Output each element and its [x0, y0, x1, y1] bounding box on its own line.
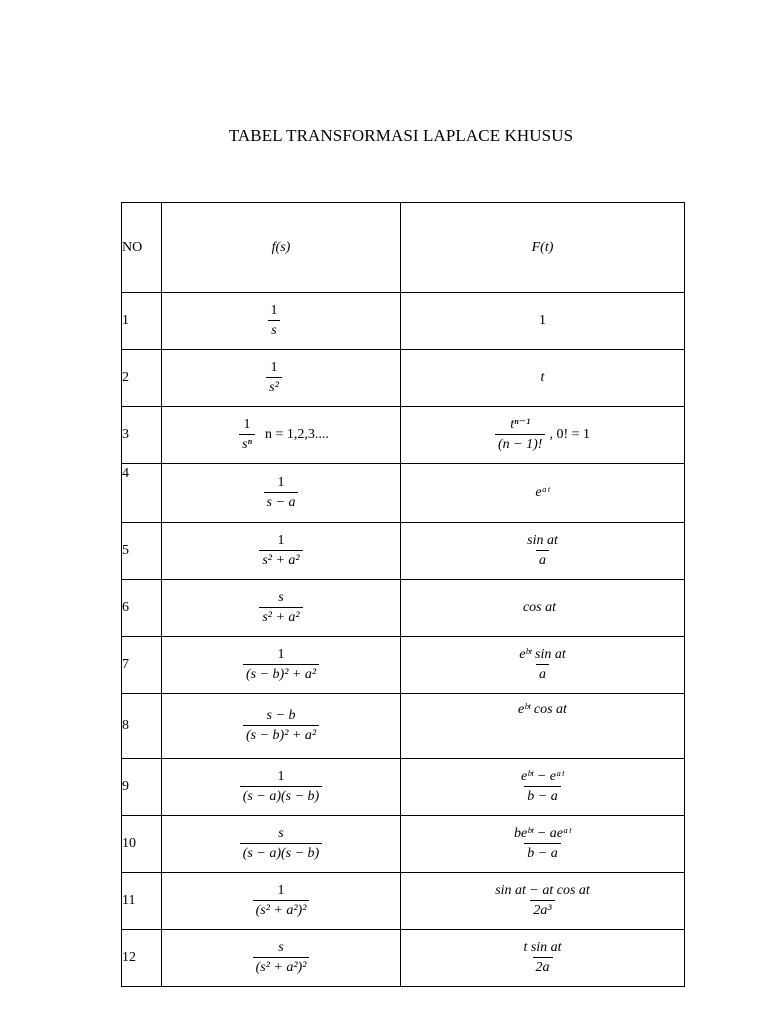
ft-cell: 1 [401, 293, 685, 350]
ft-numerator-text: sin at [527, 532, 558, 548]
ft-fraction [516, 647, 569, 683]
fs-note: n = 1,2,3.... [264, 427, 329, 442]
fs-numerator-text: s [278, 589, 284, 605]
ft-fraction [524, 533, 561, 569]
fs-denominator [240, 843, 322, 862]
fs-fraction [253, 940, 310, 976]
fs-denominator-text: s² [269, 380, 279, 395]
fs-numerator: 1 [277, 646, 285, 662]
ft-numerator [524, 533, 561, 550]
fs-denominator-text: s² + a² [262, 610, 300, 625]
table-row [122, 580, 685, 637]
fs-denominator-text: s − a [266, 495, 296, 510]
ft-text: cos at [522, 600, 557, 615]
fs-fraction [259, 590, 302, 626]
row-number: 12 [122, 930, 162, 987]
fs-cell [162, 873, 401, 930]
row-number: 4 [122, 464, 162, 523]
ft-numerator-text: beᵇᵗ − aeᵃᵗ [514, 825, 571, 841]
row-number: 5 [122, 523, 162, 580]
fs-fraction [264, 475, 299, 511]
ft-numerator [520, 940, 564, 957]
fs-denominator [259, 550, 302, 569]
table-row [122, 694, 685, 759]
ft-numerator [516, 647, 569, 664]
row-number: 9 [122, 759, 162, 816]
fs-fraction [268, 303, 281, 339]
fs-cell [162, 350, 401, 407]
ft-denominator-text: a [538, 553, 546, 568]
header-ft-text: F(t) [531, 239, 554, 255]
ft-cell [401, 464, 685, 523]
fs-denominator [243, 725, 319, 744]
fs-numerator [264, 708, 299, 725]
fs-cell [162, 930, 401, 987]
table-header-row [122, 203, 685, 293]
fs-denominator-text: (s − a)(s − b) [242, 789, 320, 804]
header-fs [162, 203, 401, 293]
ft-cell [401, 523, 685, 580]
fs-denominator [264, 492, 299, 511]
fs-denominator [243, 664, 319, 683]
row-number: 3 [122, 407, 162, 464]
fs-numerator-text: s [278, 939, 284, 955]
page-title: TABEL TRANSFORMASI LAPLACE KHUSUS [228, 126, 574, 145]
table-row [122, 350, 685, 407]
fs-numerator [275, 940, 286, 957]
fs-denominator-text: (s² + a²)² [255, 960, 307, 975]
fs-denominator [253, 957, 310, 976]
fs-numerator: 1 [277, 474, 285, 490]
header-no: NO [122, 203, 162, 293]
fs-cell [162, 637, 401, 694]
fs-cell [162, 694, 401, 759]
ft-denominator [533, 957, 553, 976]
ft-numerator-text: t sin at [523, 939, 562, 955]
fs-fraction [243, 647, 319, 683]
ft-denominator [530, 900, 554, 919]
fs-denominator-text: s² + a² [262, 553, 300, 568]
ft-note: , 0! = 1 [549, 427, 590, 442]
fs-denominator [240, 786, 322, 805]
ft-denominator [524, 843, 560, 862]
row-number: 7 [122, 637, 162, 694]
table-row [122, 523, 685, 580]
row-number: 6 [122, 580, 162, 637]
ft-denominator-text: a [539, 667, 546, 682]
row-number: 2 [122, 350, 162, 407]
ft-denominator [536, 550, 549, 569]
row-number: 10 [122, 816, 162, 873]
ft-text: eᵇᵗ cos at [518, 702, 567, 717]
ft-fraction [518, 769, 567, 805]
fs-numerator [275, 590, 286, 607]
ft-cell [401, 637, 685, 694]
fs-numerator: 1 [277, 882, 285, 898]
fs-cell [162, 580, 401, 637]
fs-numerator: 1 [243, 416, 251, 432]
ft-numerator-text: tⁿ⁻¹ [510, 416, 531, 432]
ft-fraction [511, 826, 574, 862]
fs-denominator [259, 607, 302, 626]
fs-fraction [240, 826, 322, 862]
row-number: 11 [122, 873, 162, 930]
fs-cell [162, 523, 401, 580]
fs-numerator: 1 [277, 532, 285, 548]
ft-denominator-text: 2a³ [533, 903, 552, 918]
ft-cell [401, 930, 685, 987]
ft-numerator-text: eᵇᵗ − eᵃᵗ [521, 768, 564, 784]
table-row [122, 873, 685, 930]
row-number: 8 [122, 694, 162, 759]
fs-numerator [275, 826, 286, 843]
table-row [122, 930, 685, 987]
fs-fraction [243, 708, 319, 744]
ft-cell [401, 694, 685, 759]
fs-numerator: 1 [270, 359, 278, 375]
fs-cell [162, 293, 401, 350]
ft-denominator-text: b − a [527, 789, 558, 804]
fs-denominator [239, 434, 255, 453]
fs-denominator-text: (s − a)(s − b) [242, 846, 320, 861]
fs-cell [162, 407, 401, 464]
fs-numerator-text: s [278, 825, 284, 841]
ft-cell [401, 873, 685, 930]
fs-fraction [240, 769, 322, 805]
fs-denominator [266, 377, 282, 396]
ft-denominator-text: 2a [535, 960, 550, 975]
fs-denominator-text: (s² + a²)² [255, 903, 307, 918]
table-row [122, 464, 685, 523]
ft-numerator [511, 826, 574, 843]
ft-numerator [492, 883, 593, 900]
fs-denominator-text: (s − b)² + a² [245, 728, 317, 743]
fs-cell [162, 759, 401, 816]
table-row [122, 293, 685, 350]
table-row [122, 759, 685, 816]
ft-numerator-text: sin at − at cos at [495, 882, 590, 898]
ft-fraction [520, 940, 564, 976]
table-row [122, 816, 685, 873]
ft-cell [401, 407, 685, 464]
fs-denominator-text: (s − b)² + a² [245, 667, 317, 682]
fs-cell [162, 464, 401, 523]
fs-denominator [253, 900, 310, 919]
ft-numerator [518, 769, 567, 786]
ft-denominator-text: b − a [527, 846, 558, 861]
fs-fraction [266, 360, 282, 396]
ft-denominator [495, 434, 545, 453]
fs-fraction [239, 417, 255, 453]
laplace-table [121, 202, 685, 987]
ft-cell [401, 580, 685, 637]
ft-fraction [492, 883, 593, 919]
fs-fraction [259, 533, 302, 569]
fs-numerator: 1 [270, 302, 278, 318]
table-row [122, 637, 685, 694]
ft-cell [401, 816, 685, 873]
fs-numerator: 1 [277, 768, 285, 784]
ft-cell [401, 350, 685, 407]
ft-denominator [536, 664, 549, 683]
fs-fraction [253, 883, 310, 919]
header-fs-text: f(s) [271, 239, 291, 255]
ft-denominator-text: (n − 1)! [498, 437, 543, 452]
header-ft [401, 203, 685, 293]
fs-denominator-text: s [271, 323, 277, 338]
ft-numerator-text: eᵇᵗ sin at [519, 646, 566, 662]
fs-cell [162, 816, 401, 873]
ft-text: t [540, 370, 545, 385]
ft-text: eᵃᵗ [535, 485, 550, 500]
ft-fraction [495, 417, 545, 453]
fs-denominator [268, 320, 279, 339]
fs-denominator-text: sⁿ [242, 437, 252, 452]
ft-numerator [507, 417, 533, 434]
ft-denominator [524, 786, 560, 805]
table-row [122, 407, 685, 464]
ft-cell [401, 759, 685, 816]
row-number: 1 [122, 293, 162, 350]
fs-numerator-text: s − b [266, 707, 296, 723]
